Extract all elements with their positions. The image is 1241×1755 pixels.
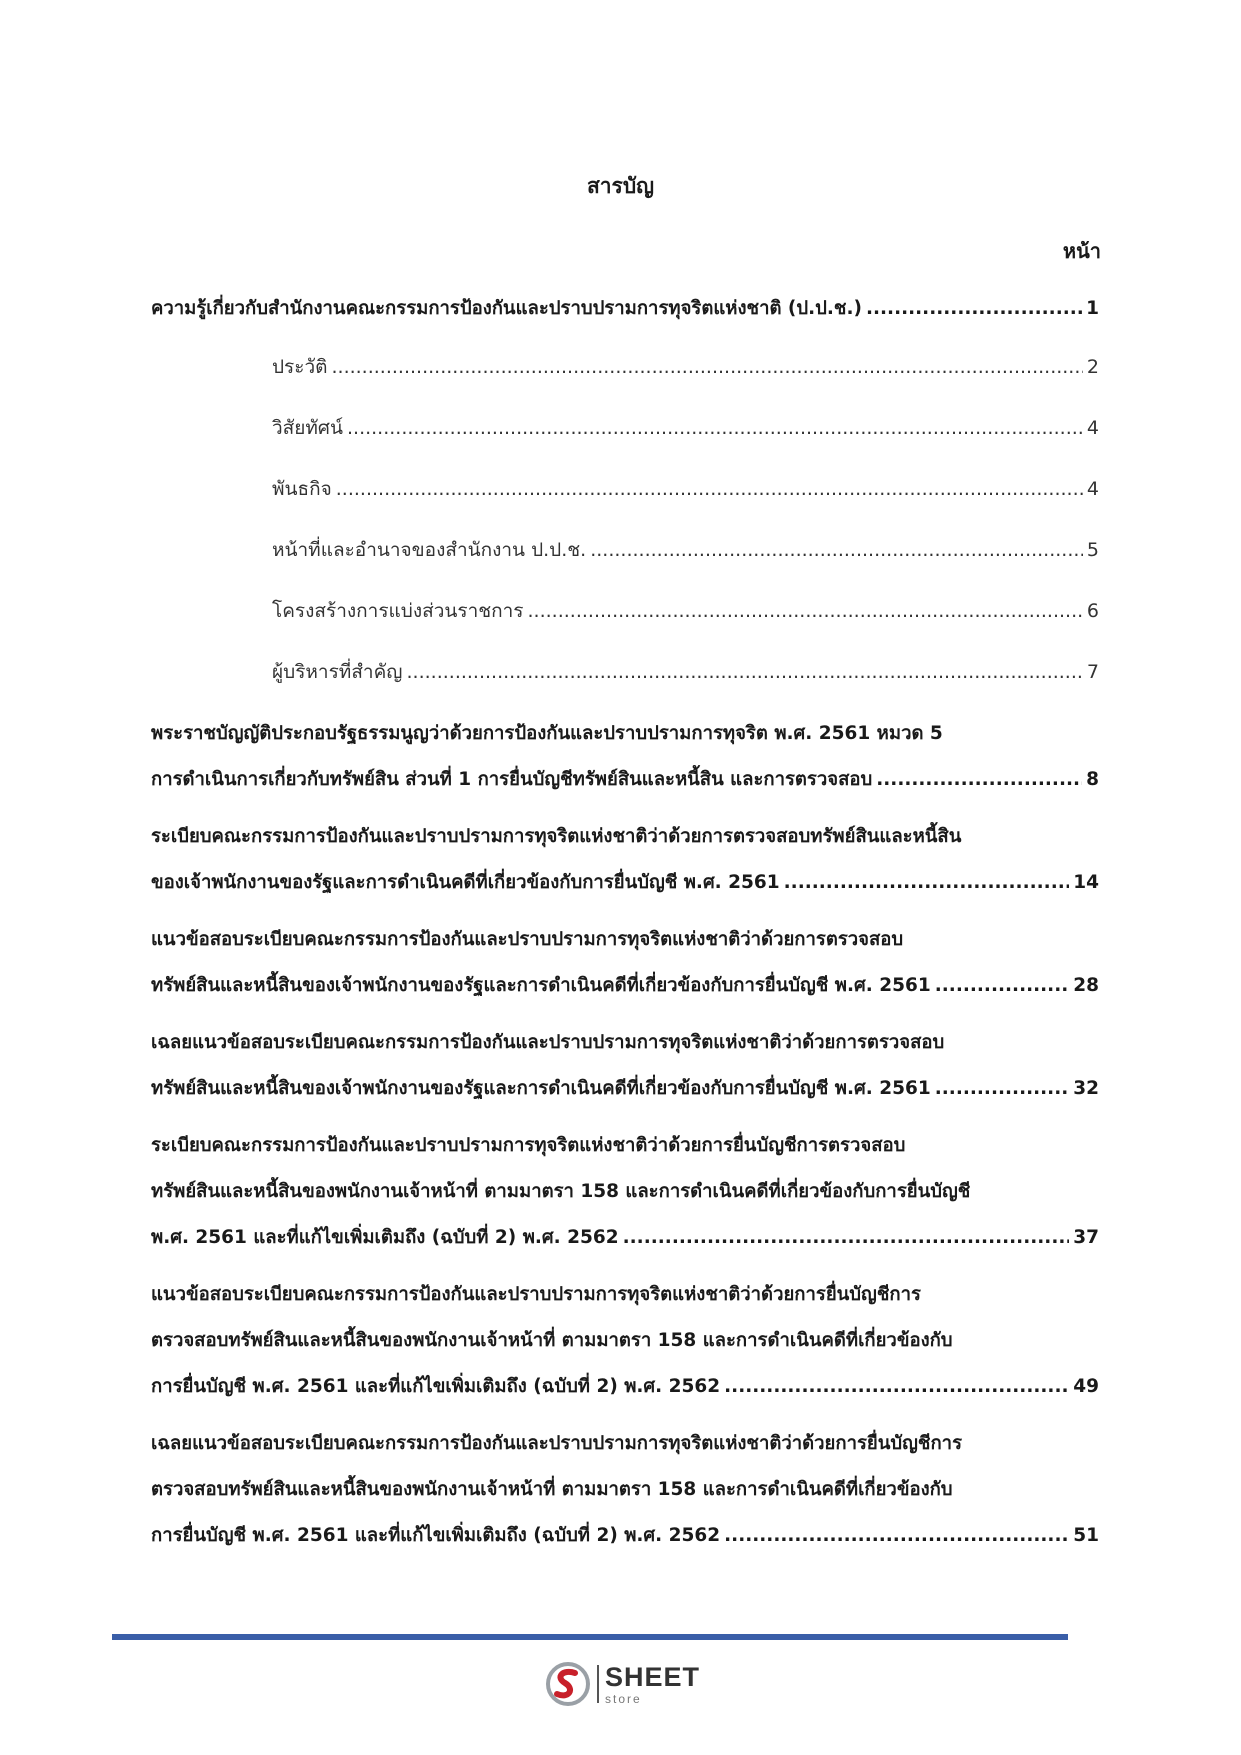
- toc-page-number: 7: [1086, 661, 1099, 683]
- toc-sub-entry[interactable]: [151, 642, 1099, 703]
- toc-sub-entry[interactable]: [151, 398, 1099, 459]
- toc-page-number: 4: [1086, 417, 1099, 439]
- toc-entry-line: ทรัพย์สินและหนี้สินของพนักงานเจ้าหน้าที่ ตามมาตรา 158 และการดำเนินคดีที่เกี่ยวข้องกับการยื่นบัญชี: [151, 1181, 971, 1202]
- toc-entry-line: ตรวจสอบทรัพย์สินและหนี้สินของพนักงานเจ้าหน้าที่ ตามมาตรา 158 และการดำเนินคดีที่เกี่ยวข้องกับ: [151, 1479, 953, 1500]
- leader-dots: [724, 1364, 1069, 1410]
- toc-entry-line: พ.ศ. 2561 และที่แก้ไขเพิ่มเติมถึง (ฉบับที่ 2) พ.ศ. 2562: [151, 1227, 619, 1248]
- toc-page-number: 14: [1073, 872, 1099, 893]
- logo-text: [605, 1661, 701, 1706]
- sheet-store-logo-icon: [545, 1661, 591, 1707]
- toc-sub-text: ประวัติ: [272, 356, 328, 378]
- page-number-header: หน้า: [1062, 239, 1101, 263]
- toc-page-number: 51: [1073, 1525, 1099, 1546]
- toc-sub-text: ผู้บริหารที่สำคัญ: [272, 661, 403, 683]
- toc-entry-line: เฉลยแนวข้อสอบระเบียบคณะกรรมการป้องกันและปราบปรามการทุจริตแห่งชาติว่าด้วยการตรวจสอบ: [151, 1032, 945, 1053]
- leader-dots: [528, 581, 1083, 642]
- toc-page-number: 4: [1086, 478, 1099, 500]
- toc-entry-5[interactable]: [151, 1020, 1099, 1112]
- leader-dots: [784, 860, 1070, 906]
- leader-dots: [623, 1215, 1070, 1261]
- leader-dots: [724, 1513, 1069, 1559]
- brand-subtitle: store: [605, 1691, 642, 1706]
- leader-dots: [331, 337, 1082, 398]
- toc-sub-text: พันธกิจ: [272, 478, 332, 500]
- toc-page-number: 32: [1073, 1078, 1099, 1099]
- toc-page-number: 28: [1073, 975, 1099, 996]
- leader-dots: [407, 642, 1083, 703]
- leader-dots: [347, 398, 1083, 459]
- leader-dots: [590, 520, 1083, 581]
- toc-entry-line: การดำเนินการเกี่ยวกับทรัพย์สิน ส่วนที่ 1 การยื่นบัญชีทรัพย์สินและหนี้สิน และการตรวจสอบ: [151, 769, 873, 790]
- leader-dots: [866, 286, 1082, 332]
- leader-dots: [935, 963, 1070, 1009]
- toc-entry-line: ตรวจสอบทรัพย์สินและหนี้สินของพนักงานเจ้าหน้าที่ ตามมาตรา 158 และการดำเนินคดีที่เกี่ยวข้องกับ: [151, 1330, 953, 1351]
- toc-page-number: 6: [1086, 600, 1099, 622]
- toc-subsection-list: [151, 337, 1099, 703]
- toc-entry-7[interactable]: [151, 1272, 1099, 1410]
- toc-entry-line: ระเบียบคณะกรรมการป้องกันและปราบปรามการทุจริตแห่งชาติว่าด้วยการตรวจสอบทรัพย์สินและหนี้สิน: [151, 826, 962, 847]
- brand-logo: [545, 1660, 700, 1708]
- logo-separator: [597, 1665, 599, 1703]
- brand-name: SHEET: [605, 1661, 701, 1692]
- table-of-contents: [151, 286, 1099, 1570]
- toc-entry-8[interactable]: [151, 1421, 1099, 1559]
- toc-page-number: 37: [1073, 1227, 1099, 1248]
- toc-entry-line: ระเบียบคณะกรรมการป้องกันและปราบปรามการทุจริตแห่งชาติว่าด้วยการยื่นบัญชีการตรวจสอบ: [151, 1135, 906, 1156]
- leader-dots: [336, 459, 1083, 520]
- toc-sub-entry[interactable]: [151, 337, 1099, 398]
- leader-dots: [876, 757, 1082, 803]
- toc-entry-text: ความรู้เกี่ยวกับสำนักงานคณะกรรมการป้องกันและปราบปรามการทุจริตแห่งชาติ (ป.ป.ช.): [151, 298, 862, 319]
- toc-sub-entry[interactable]: [151, 459, 1099, 520]
- toc-entry-line: ของเจ้าพนักงานของรัฐและการดำเนินคดีที่เกี่ยวข้องกับการยื่นบัญชี พ.ศ. 2561: [151, 872, 780, 893]
- toc-entry-line: พระราชบัญญัติประกอบรัฐธรรมนูญว่าด้วยการป้องกันและปราบปรามการทุจริต พ.ศ. 2561 หมวด 5: [151, 723, 943, 744]
- page-title: สารบัญ: [586, 174, 655, 198]
- toc-page-number: 8: [1086, 769, 1099, 790]
- leader-dots: [935, 1066, 1070, 1112]
- toc-page-number: 1: [1086, 298, 1099, 319]
- toc-entry-line: การยื่นบัญชี พ.ศ. 2561 และที่แก้ไขเพิ่มเติมถึง (ฉบับที่ 2) พ.ศ. 2562: [151, 1525, 721, 1546]
- toc-sub-text: โครงสร้างการแบ่งส่วนราชการ: [272, 600, 524, 622]
- toc-entry-line: ทรัพย์สินและหนี้สินของเจ้าพนักงานของรัฐและการดำเนินคดีที่เกี่ยวข้องกับการยื่นบัญชี พ.ศ. 2561: [151, 1078, 931, 1099]
- footer-divider: [112, 1634, 1068, 1640]
- toc-sub-text: หน้าที่และอำนาจของสำนักงาน ป.ป.ช.: [272, 539, 587, 561]
- toc-entry-line: ทรัพย์สินและหนี้สินของเจ้าพนักงานของรัฐและการดำเนินคดีที่เกี่ยวข้องกับการยื่นบัญชี พ.ศ. 2561: [151, 975, 931, 996]
- toc-entry-6[interactable]: [151, 1123, 1099, 1261]
- toc-entry-line: แนวข้อสอบระเบียบคณะกรรมการป้องกันและปราบปรามการทุจริตแห่งชาติว่าด้วยการยื่นบัญชีการ: [151, 1284, 921, 1305]
- toc-entry-line: แนวข้อสอบระเบียบคณะกรรมการป้องกันและปราบปรามการทุจริตแห่งชาติว่าด้วยการตรวจสอบ: [151, 929, 904, 950]
- toc-entry-4[interactable]: [151, 917, 1099, 1009]
- toc-entry-line: การยื่นบัญชี พ.ศ. 2561 และที่แก้ไขเพิ่มเติมถึง (ฉบับที่ 2) พ.ศ. 2562: [151, 1376, 721, 1397]
- toc-page-number: 5: [1086, 539, 1099, 561]
- toc-entry-line: เฉลยแนวข้อสอบระเบียบคณะกรรมการป้องกันและปราบปรามการทุจริตแห่งชาติว่าด้วยการยื่นบัญชีการ: [151, 1433, 963, 1454]
- toc-page-number: 2: [1086, 356, 1099, 378]
- toc-sub-entry[interactable]: [151, 581, 1099, 642]
- toc-entry-2[interactable]: [151, 711, 1099, 803]
- toc-page-number: 49: [1073, 1376, 1099, 1397]
- toc-sub-entry[interactable]: [151, 520, 1099, 581]
- toc-entry-3[interactable]: [151, 814, 1099, 906]
- toc-entry-1[interactable]: [151, 286, 1099, 332]
- toc-sub-text: วิสัยทัศน์: [272, 417, 343, 439]
